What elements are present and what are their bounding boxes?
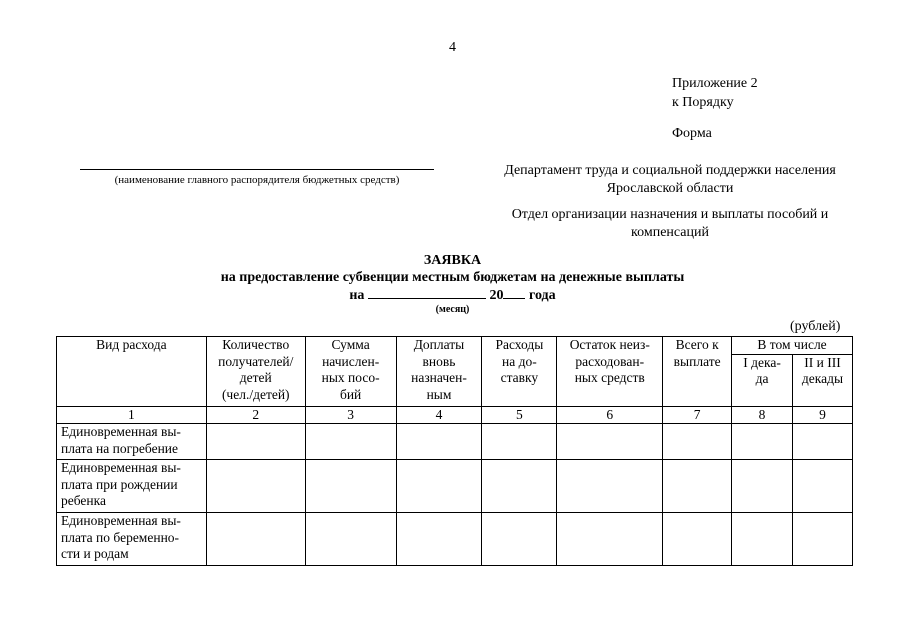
column-number: 9 [792,406,852,424]
row-label-pregnancy: Единовременная вы- плата по беременно- сти и родам [57,513,207,566]
table-cell[interactable] [305,460,396,513]
period-suffix: года [528,288,556,303]
header-expense-type: Вид расхода [57,337,207,407]
header-second-third-decades: II и III декады [792,354,852,406]
appendix-reference [672,74,758,112]
month-caption: (месяц) [435,304,470,315]
title-main: ЗАЯВКА [423,253,482,268]
table-cell[interactable] [482,424,557,460]
table-row [57,460,853,513]
column-number: 2 [206,406,305,424]
header-total-payment: Всего к выплате [663,337,732,407]
table-cell[interactable] [732,424,793,460]
table-cell[interactable] [732,460,793,513]
table-row [57,513,853,566]
table-cell[interactable] [206,460,305,513]
table-cell[interactable] [663,460,732,513]
page-number: 4 [449,40,456,55]
table-row [57,424,853,460]
table-cell[interactable] [396,460,482,513]
table-cell[interactable] [557,460,663,513]
units-label: (рублей) [790,319,841,334]
table-cell[interactable] [792,460,852,513]
column-number: 1 [57,406,207,424]
header-recipients-count: Количество получателей/ детей (чел./детей) [206,337,305,407]
column-number: 5 [482,406,557,424]
division-name: Отдел организации назначения и выплаты пособий и компенсаций [511,207,829,240]
title-subtitle: на предоставление субвенции местным бюджетам на денежные выплаты [220,270,685,285]
period-prefix: на [349,288,365,303]
table-cell[interactable] [305,513,396,566]
row-label-childbirth: Единовременная вы- плата при рождении ребенка [57,460,207,513]
year-blank[interactable] [503,286,525,299]
table-cell[interactable] [732,513,793,566]
table-cell[interactable] [557,424,663,460]
header-delivery-costs: Расходы на до- ставку [482,337,557,407]
header-first-decade: I дека- да [732,354,793,406]
table-cell[interactable] [557,513,663,566]
appendix-line-2: к Порядку [672,95,734,110]
header-surcharges: Доплаты вновь назначен- ным [396,337,482,407]
table-cell[interactable] [396,513,482,566]
table-cell[interactable] [482,513,557,566]
distributor-caption: (наименование главного распорядителя бюджетных средств) [114,174,400,186]
header-accrued-amount: Сумма начислен- ных посо- бий [305,337,396,407]
column-number: 3 [305,406,396,424]
column-number: 7 [663,406,732,424]
table-cell[interactable] [305,424,396,460]
table-cell[interactable] [792,424,852,460]
table-cell[interactable] [792,513,852,566]
table-cell[interactable] [663,513,732,566]
distributor-blank-line[interactable] [80,169,434,170]
column-number: 4 [396,406,482,424]
period-year-prefix: 20 [489,288,504,303]
table-cell[interactable] [482,460,557,513]
request-table [56,336,853,566]
appendix-line-1: Приложение 2 [672,76,758,91]
column-number: 8 [732,406,793,424]
table-cell[interactable] [396,424,482,460]
header-unspent-balance: Остаток неиз- расходован- ных средств [557,337,663,407]
table-cell[interactable] [206,424,305,460]
department-name: Департамент труда и социальной поддержки населения Ярославской области [504,163,836,196]
form-label: Форма [672,126,712,141]
month-blank[interactable] [368,286,486,299]
request-title [0,252,905,304]
table-cell[interactable] [206,513,305,566]
header-including-group: В том числе [732,337,853,355]
row-label-burial: Единовременная вы- плата на погребение [57,424,207,460]
title-period [0,286,905,304]
column-number: 6 [557,406,663,424]
table-cell[interactable] [663,424,732,460]
